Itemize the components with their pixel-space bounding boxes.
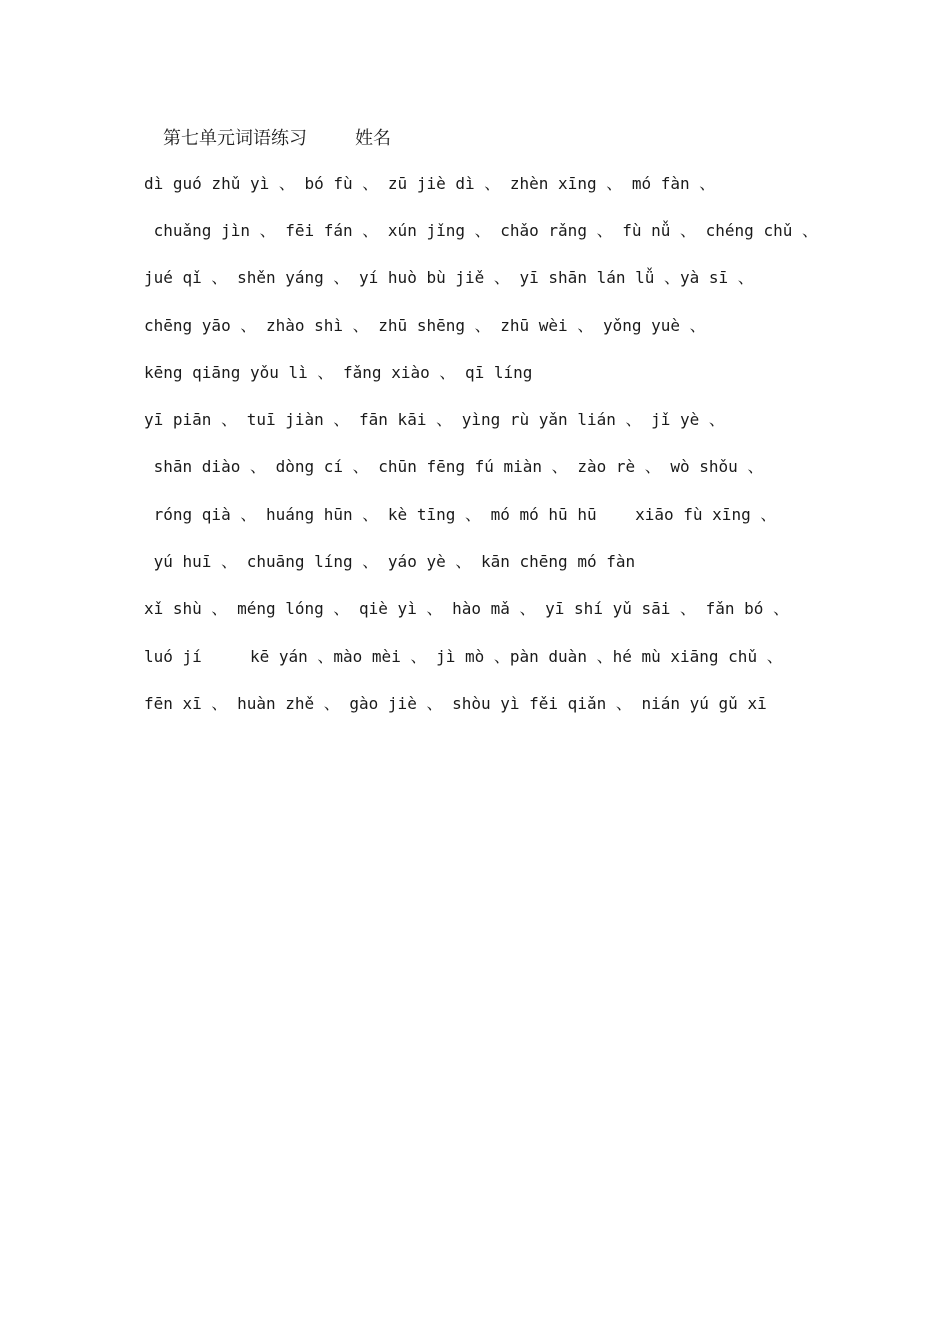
pinyin-line-7: shān diào 、 dòng cí 、 chūn fēng fú miàn 、 zào rè 、 wò shǒu 、 [144,457,764,476]
pinyin-line-4: chēng yāo 、 zhào shì 、 zhū shēng 、 zhū wèi 、 yǒng yuè 、 [144,316,706,335]
pinyin-line-8: róng qià 、 huáng hūn 、 kè tīng 、 mó mó hū hū xiāo fù xīng 、 [144,505,777,524]
pinyin-line-6: yī piān 、 tuī jiàn 、 fān kāi 、 yìng rù yǎn lián 、 jǐ yè 、 [144,410,725,429]
pinyin-line-5: kēng qiāng yǒu lì 、 fǎng xiào 、 qī líng [144,363,533,382]
pinyin-line-10: xǐ shù 、 méng lóng 、 qiè yì 、 hào mǎ 、 yī shí yǔ sāi 、 fǎn bó 、 [144,599,790,618]
pinyin-line-11: luó jí kē yán 、mào mèi 、 jì mò 、pàn duàn 、hé mù xiāng chǔ 、 [144,647,783,666]
pinyin-line-1: dì guó zhǔ yì 、 bó fù 、 zū jiè dì 、 zhèn xīng 、 mó fàn 、 [144,174,716,193]
pinyin-line-3: jué qǐ 、 shěn yáng 、 yí huò bù jiě 、 yī shān lán lǚ 、yà sī 、 [144,268,754,287]
page-title: 第七单元词语练习 [163,128,307,149]
pinyin-line-9: yú huī 、 chuāng líng 、 yáo yè 、 kān chēng mó fàn [144,552,636,571]
pinyin-line-12: fēn xī 、 huàn zhě 、 gào jiè 、 shòu yì fěi qiǎn 、 nián yú gǔ xī [144,694,767,713]
pinyin-line-2: chuǎng jìn 、 fēi fán 、 xún jǐng 、 chǎo rǎng 、 fù nǚ 、 chéng chǔ 、 [144,221,818,240]
name-label: 姓名 [355,128,391,149]
worksheet-header [163,124,391,150]
